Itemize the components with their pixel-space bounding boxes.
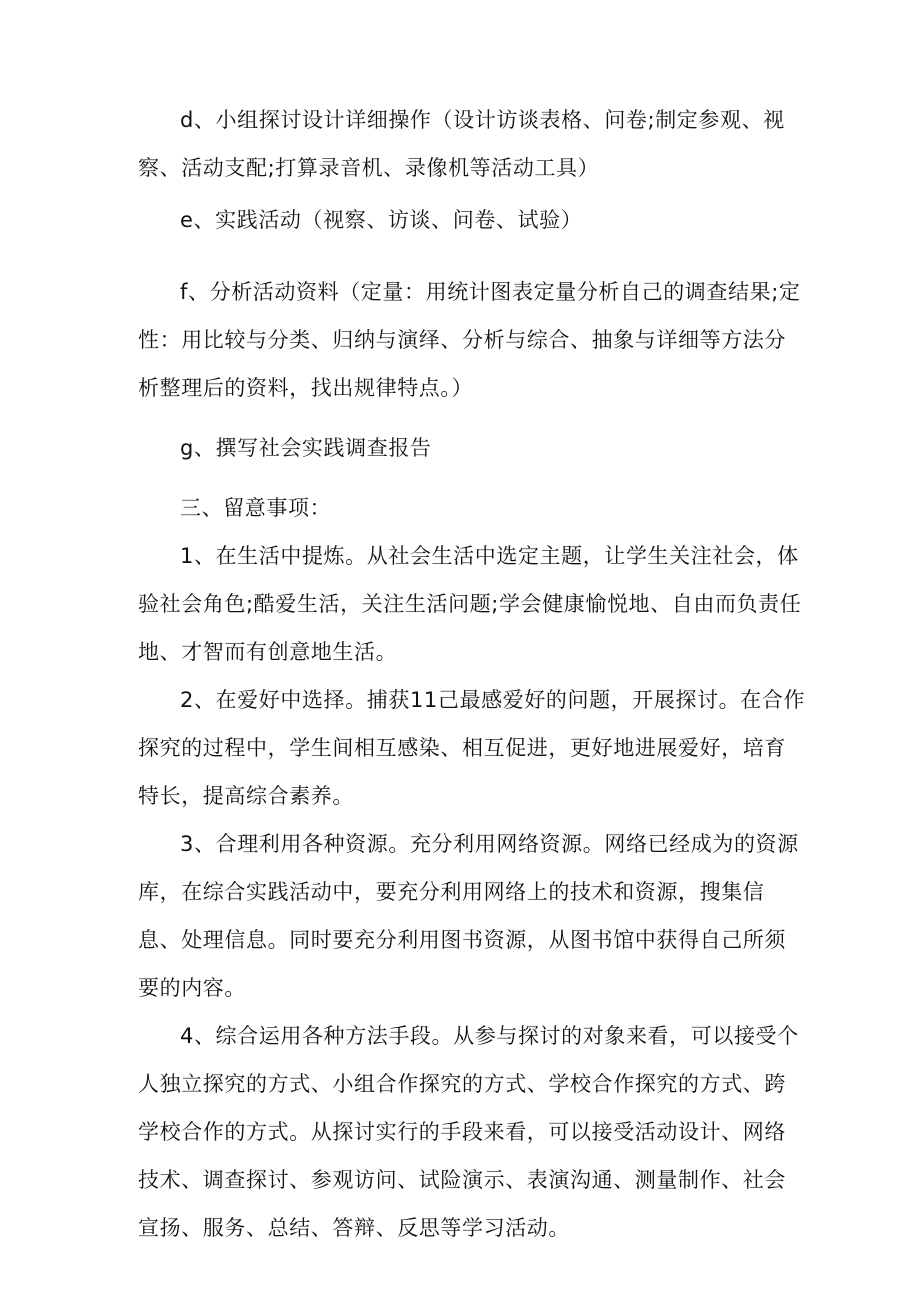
section-heading-notes: 三、留意事项： (180, 496, 332, 520)
paragraph-step-f: f、分析活动资料（定量：用统计图表定量分析自己的调查结果;定性：用比较与分类、归纳与演绎、分析与综合、抽象与详细等方法分析整理后的资料，找出规律特点。） (138, 280, 801, 400)
paragraph-step-g: g、撰写社会实践调查报告 (180, 436, 432, 460)
paragraph-step-d: d、小组探讨设计详细操作（设计访谈表格、问卷;制定参观、视察、活动支配;打算录音机、录像机等活动工具） (138, 108, 785, 180)
paragraph-note-2: 2、在爱好中选择。捕获11己最感爱好的问题，开展探讨。在合作探究的过程中，学生间相互感染、相互促进，更好地进展爱好，培育特长，提高综合素养。 (138, 688, 806, 808)
paragraph-step-e: e、实践活动（视察、访谈、问卷、试验） (180, 208, 583, 232)
paragraph-note-4: 4、综合运用各种方法手段。从参与探讨的对象来看，可以接受个人独立探究的方式、小组合作探究的方式、学校合作探究的方式、跨学校合作的方式。从探讨实行的手段来看，可以接受活动设计、网络技术、调查探讨、参观访问、试险演示、表演沟通、测量制作、社会宣扬、服务、总结、答辩、反思等学习活动。 (138, 1024, 799, 1240)
paragraph-note-3: 3、合理利用各种资源。充分利用网络资源。网络已经成为的资源库，在综合实践活动中，要充分利用网络上的技术和资源，搜集信息、处理信息。同时要充分利用图书资源，从图书馆中获得自己所须要的内容。 (138, 832, 799, 1000)
paragraph-note-1: 1、在生活中提炼。从社会生活中选定主题，让学生关注社会，体验社会角色;酷爱生活，关注生活问题;学会健康愉悦地、自由而负责任地、才智而有创意地生活。 (138, 544, 802, 664)
document-body (138, 96, 806, 1252)
